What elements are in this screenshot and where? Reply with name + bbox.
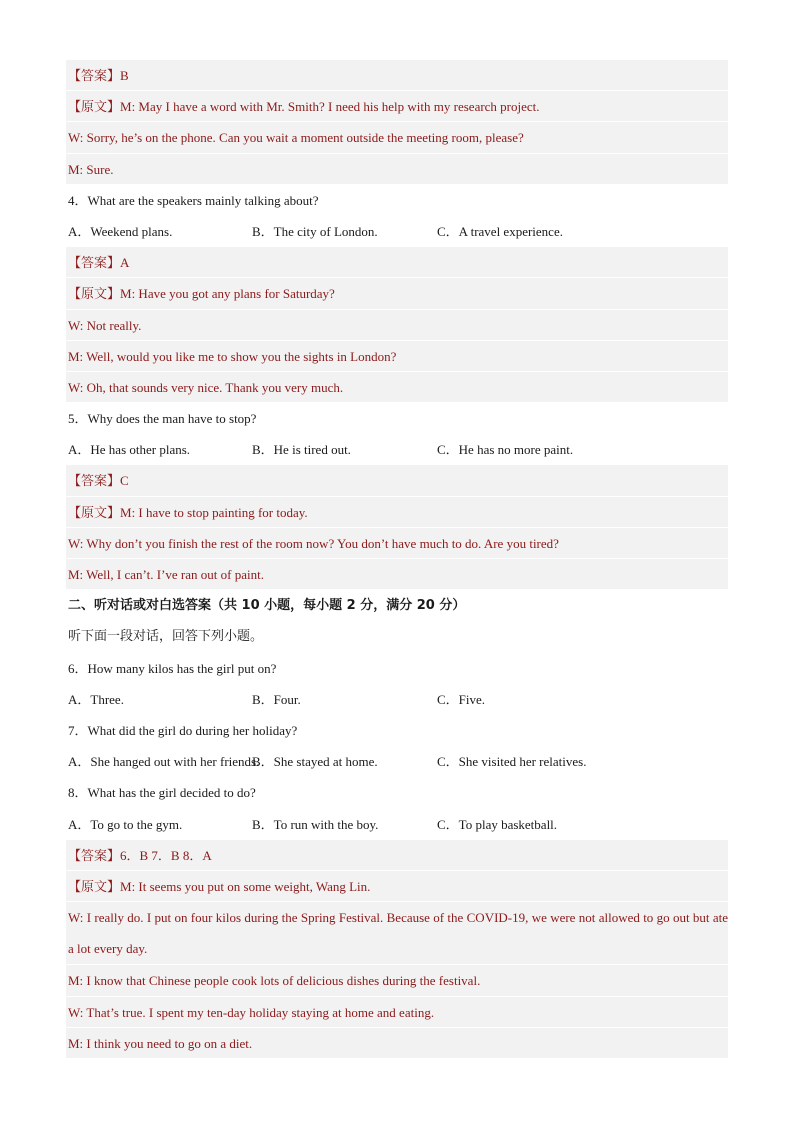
option-b: B．He is tired out. xyxy=(252,442,351,458)
option-a: A．Weekend plans. xyxy=(68,223,173,239)
document-page xyxy=(66,60,728,1059)
option-c: C．She visited her relatives. xyxy=(437,754,587,770)
answer-block-5 xyxy=(66,465,728,590)
transcript-line xyxy=(66,278,728,309)
transcript-text: M: Have you got any plans for Saturday? xyxy=(120,286,335,302)
section-instruction: 听下面一段对话，回答下列小题。 xyxy=(68,629,264,645)
option-a: A．Three. xyxy=(68,691,124,707)
transcript-text: M: May I have a word with Mr. Smith? I need his help with my research project. xyxy=(120,99,540,115)
transcript-line xyxy=(66,91,728,122)
answer-block-4 xyxy=(66,247,728,403)
answer-value: 6．B 7．B 8．A xyxy=(120,847,212,863)
option-b: B．The city of London. xyxy=(252,223,378,239)
answer-tag: 【答案】 xyxy=(68,847,121,863)
option-c: C．He has no more paint. xyxy=(437,442,574,458)
answer-tag: 【答案】 xyxy=(68,473,121,489)
option-a: A．To go to the gym. xyxy=(68,816,183,832)
answer-line xyxy=(66,465,728,496)
option-c: C．To play basketball. xyxy=(437,816,558,832)
original-tag: 【原文】 xyxy=(68,504,121,520)
original-tag: 【原文】 xyxy=(68,99,121,115)
transcript-line: M: Sure. xyxy=(66,154,728,185)
option-c: C．Five. xyxy=(437,691,486,707)
transcript-line: W: That’s true. I spent my ten-day holiday staying at home and eating. xyxy=(66,997,728,1028)
question-5: 5．Why does the man have to stop? xyxy=(68,411,257,427)
transcript-line: W: Oh, that sounds very nice. Thank you very much. xyxy=(66,372,728,403)
transcript-line: M: Well, would you like me to show you the sights in London? xyxy=(66,341,728,372)
answer-block-6-8 xyxy=(66,840,728,1059)
question-6: 6．How many kilos has the girl put on? xyxy=(68,660,277,676)
transcript-text: M: It seems you put on some weight, Wang Lin. xyxy=(120,878,371,894)
transcript-text: M: I have to stop painting for today. xyxy=(120,504,308,520)
question-8: 8．What has the girl decided to do? xyxy=(68,785,256,801)
options-6 xyxy=(66,684,728,715)
transcript-line: M: I think you need to go on a diet. xyxy=(66,1028,728,1059)
option-b: B．To run with the boy. xyxy=(252,816,379,832)
answer-line xyxy=(66,247,728,278)
answer-value: C xyxy=(120,473,129,489)
answer-value: B xyxy=(120,68,129,83)
options-5 xyxy=(66,434,728,465)
options-4 xyxy=(66,216,728,247)
transcript-line xyxy=(66,497,728,528)
answer-value: A xyxy=(120,255,130,271)
transcript-line: W: Sorry, he’s on the phone. Can you wait a moment outside the meeting room, please? xyxy=(66,122,728,153)
option-a: A．She hanged out with her friends. xyxy=(68,754,260,770)
question-4: 4．What are the speakers mainly talking about? xyxy=(68,192,319,208)
original-tag: 【原文】 xyxy=(68,286,121,302)
question-7: 7．What did the girl do during her holiday? xyxy=(68,722,298,738)
transcript-line: W: Why don’t you finish the rest of the room now? You don’t have much to do. Are you tired? xyxy=(66,528,728,559)
section-heading: 二、听对话或对白选答案（共 10 小题，每小题 2 分，满分 20 分） xyxy=(68,598,466,614)
answer-line xyxy=(66,840,728,871)
answer-tag: 【答案】 xyxy=(68,255,121,271)
option-b: B．She stayed at home. xyxy=(252,754,378,770)
transcript-line: W: Not really. xyxy=(66,310,728,341)
options-8 xyxy=(66,809,728,840)
options-7 xyxy=(66,746,728,777)
answer-line xyxy=(66,60,728,91)
answer-block-3 xyxy=(66,60,728,185)
answer-tag: 【答案】 xyxy=(68,68,121,83)
option-b: B．Four. xyxy=(252,691,301,707)
transcript-line: M: I know that Chinese people cook lots of delicious dishes during the festival. xyxy=(66,965,728,996)
original-tag: 【原文】 xyxy=(68,878,121,894)
transcript-line xyxy=(66,871,728,902)
transcript-line: M: Well, I can’t. I’ve ran out of paint. xyxy=(66,559,728,590)
option-c: C．A travel experience. xyxy=(437,223,563,239)
option-a: A．He has other plans. xyxy=(68,442,191,458)
transcript-line: W: I really do. I put on four kilos during the Spring Festival. Because of the COVID-19, we were not allowed to go out but ate a lot every day. xyxy=(66,902,728,965)
